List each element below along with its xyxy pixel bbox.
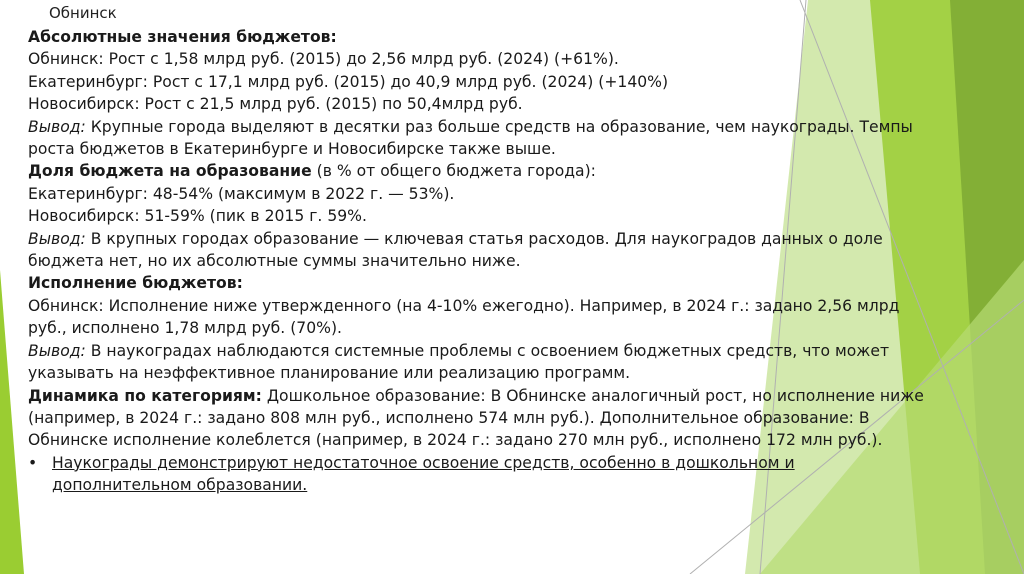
conclusion-label: Вывод: — [28, 229, 86, 248]
bullet-text: Наукограды демонстрируют недостаточное освоение средств, особенно в дошкольном и дополнительном образовании. — [52, 453, 795, 495]
section1-line: Обнинск: Рост с 1,58 млрд руб. (2015) до 2,56 млрд руб. (2024) (+61%). — [28, 50, 619, 69]
bullet-mark: • — [28, 453, 38, 472]
section2-heading: Доля бюджета на образование — [28, 162, 312, 181]
section1-line: Новосибирск: Рост с 21,5 млрд руб. (2015) по 50,4млрд руб. — [28, 95, 523, 114]
conclusion-text: В крупных городах образование — ключевая статья расходов. Для наукоградов данных о доле бюджета нет, но их абсолютные суммы значительно ниже. — [28, 229, 883, 271]
section2-line: Екатеринбург: 48-54% (максимум в 2022 г. — 53%). — [28, 184, 455, 203]
section4-text: Дошкольное образование: В Обнинске аналогичный рост, но исполнение ниже (например, в 2024 г.: задано 808 млн руб., исполнено 574 млн руб.). Дополнительное образование: В Обнинске исполнение колеблется (например, в 2024 г.: задано 270 млн руб., исполнено 172 млн руб.). — [28, 386, 924, 450]
conclusion-text: В наукоградах наблюдаются системные проблемы с освоением бюджетных средств, что может указывать на неэффективное планирование или реализацию программ. — [28, 341, 890, 383]
section2-heading-note: (в % от общего бюджета города): — [311, 162, 596, 181]
section1-heading: Абсолютные значения бюджетов: — [28, 28, 337, 46]
section2-line: Новосибирск: 51-59% (пик в 2015 г. 59%. — [28, 207, 367, 226]
conclusion-text: Крупные города выделяют в десятки раз больше средств на образование, чем наукограды. Темпы роста бюджетов в Екатеринбурге и Новосибирске также выше. — [28, 117, 913, 159]
conclusion-label: Вывод: — [28, 341, 86, 360]
bullet-item — [28, 452, 938, 497]
section1-conclusion — [28, 116, 938, 161]
section3-heading: Исполнение бюджетов: — [28, 274, 243, 293]
section4-heading: Динамика по категориям: — [28, 386, 262, 405]
left-green-wedge — [0, 270, 24, 574]
section1-line: Екатеринбург: Рост с 17,1 млрд руб. (2015) до 40,9 млрд руб. (2024) (+140%) — [28, 72, 669, 91]
section2-conclusion — [28, 228, 938, 273]
section4-paragraph — [28, 385, 938, 452]
conclusion-label: Вывод: — [28, 117, 86, 136]
slide-content — [28, 26, 938, 497]
slide-title: Обнинск — [49, 4, 117, 22]
section3-conclusion — [28, 340, 938, 385]
section3-line: Обнинск: Исполнение ниже утвержденного (на 4-10% ежегодно). Например, в 2024 г.: задано 2,56 млрд руб., исполнено 1,78 млрд руб. (70%). — [28, 296, 900, 338]
section2-heading-line — [28, 160, 938, 182]
